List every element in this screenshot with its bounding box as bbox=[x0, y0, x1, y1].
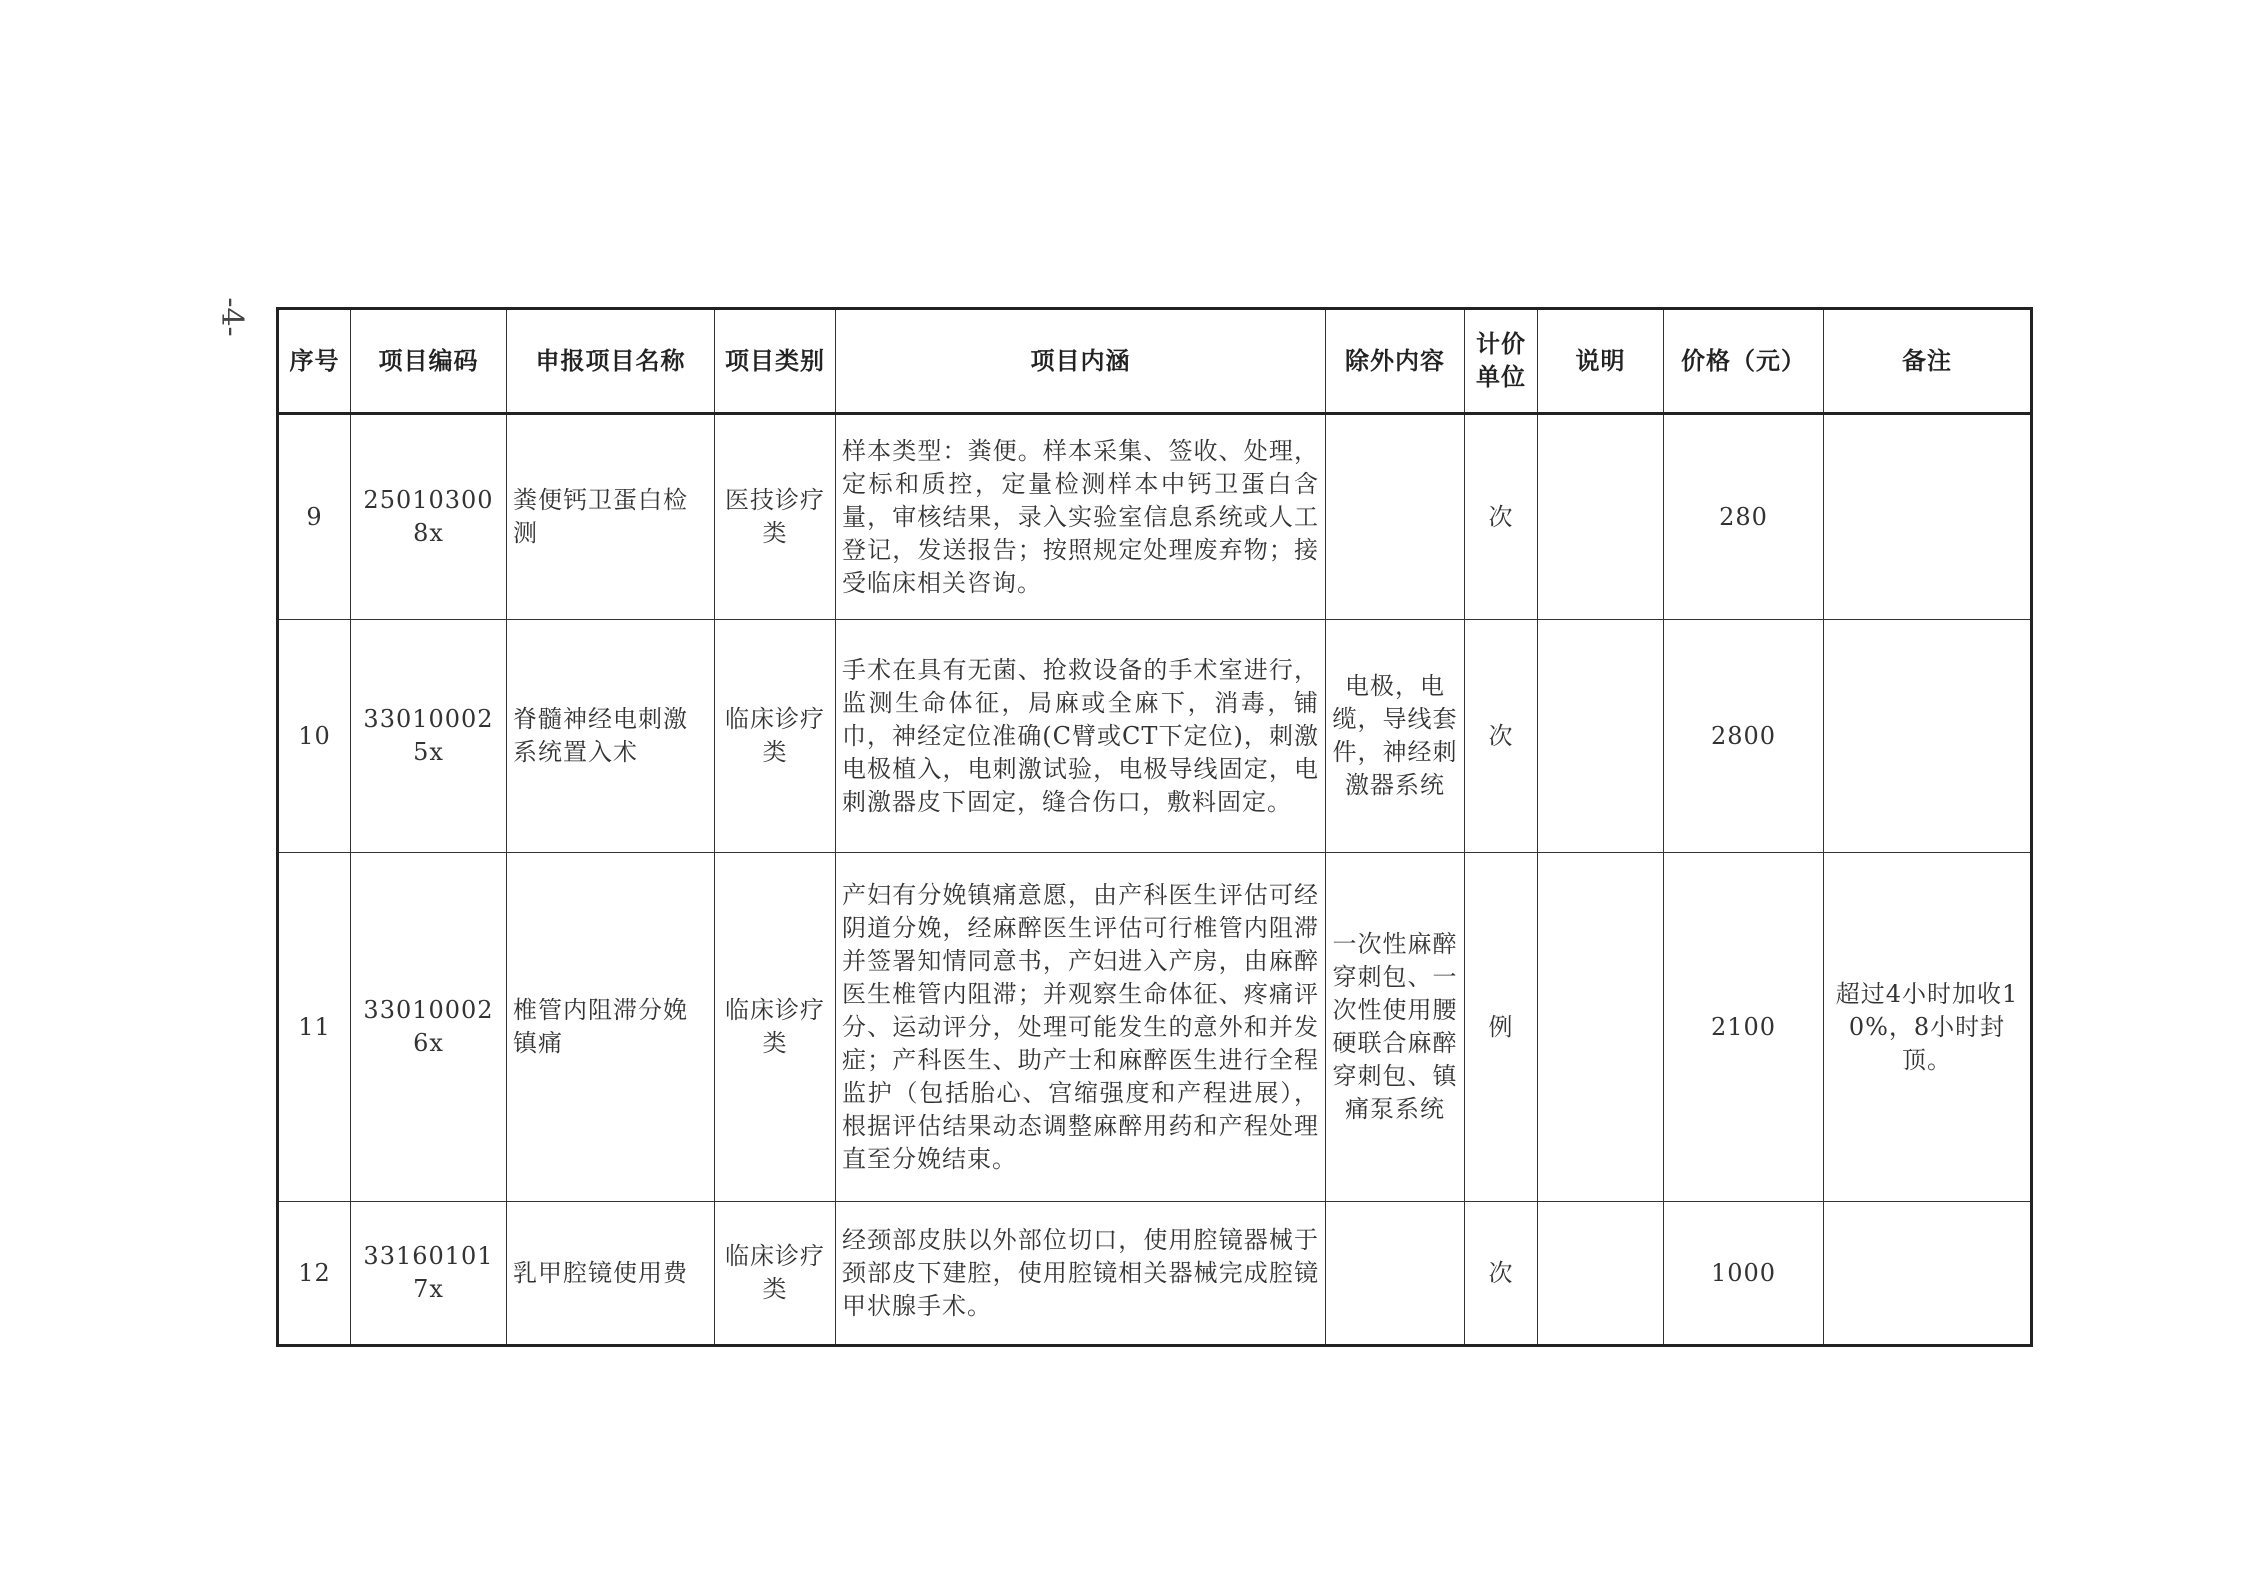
cell-content: 样本类型：粪便。样本采集、签收、处理，定标和质控，定量检测样本中钙卫蛋白含量，审核结果，录入实验室信息系统或人工登记，发送报告；按照规定处理废弃物；接受临床相关咨询。 bbox=[836, 414, 1326, 620]
cell-content: 手术在具有无菌、抢救设备的手术室进行，监测生命体征，局麻或全麻下，消毒，铺巾，神经定位准确(C臂或CT下定位)，刺激电极植入，电刺激试验，电极导线固定，电刺激器皮下固定，缝合伤口，敷料固定。 bbox=[836, 620, 1326, 853]
cell-remarks bbox=[1824, 414, 2032, 620]
cell-seq: 12 bbox=[278, 1202, 351, 1346]
cell-exclusions: 电极，电缆，导线套件，神经刺激器系统 bbox=[1326, 620, 1465, 853]
cell-price: 2100 bbox=[1664, 853, 1824, 1202]
table-row bbox=[278, 853, 2032, 1202]
header-seq: 序号 bbox=[278, 309, 351, 414]
cell-unit: 例 bbox=[1465, 853, 1538, 1202]
header-code: 项目编码 bbox=[351, 309, 507, 414]
cell-category: 医技诊疗类 bbox=[715, 414, 836, 620]
table-row bbox=[278, 414, 2032, 620]
cell-price: 2800 bbox=[1664, 620, 1824, 853]
cell-unit: 次 bbox=[1465, 1202, 1538, 1346]
cell-exclusions bbox=[1326, 1202, 1465, 1346]
cell-exclusions bbox=[1326, 414, 1465, 620]
cell-explanation bbox=[1538, 620, 1664, 853]
cell-name: 脊髓神经电刺激系统置入术 bbox=[507, 620, 715, 853]
cell-code: 331601017x bbox=[351, 1202, 507, 1346]
cell-name: 椎管内阻滞分娩镇痛 bbox=[507, 853, 715, 1202]
cell-seq: 9 bbox=[278, 414, 351, 620]
table-row bbox=[278, 620, 2032, 853]
header-content: 项目内涵 bbox=[836, 309, 1326, 414]
cell-category: 临床诊疗类 bbox=[715, 1202, 836, 1346]
cell-code: 330100026x bbox=[351, 853, 507, 1202]
cell-name: 粪便钙卫蛋白检测 bbox=[507, 414, 715, 620]
header-price: 价格（元） bbox=[1664, 309, 1824, 414]
header-explanation: 说明 bbox=[1538, 309, 1664, 414]
page-number: -4- bbox=[214, 297, 249, 337]
cell-explanation bbox=[1538, 414, 1664, 620]
cell-name: 乳甲腔镜使用费 bbox=[507, 1202, 715, 1346]
cell-unit: 次 bbox=[1465, 414, 1538, 620]
cell-explanation bbox=[1538, 853, 1664, 1202]
cell-unit: 次 bbox=[1465, 620, 1538, 853]
cell-code: 330100025x bbox=[351, 620, 507, 853]
cell-code: 250103008x bbox=[351, 414, 507, 620]
header-unit: 计价单位 bbox=[1465, 309, 1538, 414]
cell-price: 280 bbox=[1664, 414, 1824, 620]
cell-price: 1000 bbox=[1664, 1202, 1824, 1346]
cell-category: 临床诊疗类 bbox=[715, 620, 836, 853]
table-header-row bbox=[278, 309, 2032, 414]
header-exclusions: 除外内容 bbox=[1326, 309, 1465, 414]
header-remarks: 备注 bbox=[1824, 309, 2032, 414]
cell-content: 经颈部皮肤以外部位切口，使用腔镜器械于颈部皮下建腔，使用腔镜相关器械完成腔镜甲状腺手术。 bbox=[836, 1202, 1326, 1346]
medical-fee-table bbox=[276, 307, 2033, 1347]
cell-remarks bbox=[1824, 620, 2032, 853]
header-name: 申报项目名称 bbox=[507, 309, 715, 414]
cell-seq: 11 bbox=[278, 853, 351, 1202]
cell-explanation bbox=[1538, 1202, 1664, 1346]
table-row bbox=[278, 1202, 2032, 1346]
cell-remarks bbox=[1824, 1202, 2032, 1346]
cell-category: 临床诊疗类 bbox=[715, 853, 836, 1202]
cell-content: 产妇有分娩镇痛意愿，由产科医生评估可经阴道分娩，经麻醉医生评估可行椎管内阻滞并签署知情同意书，产妇进入产房，由麻醉医生椎管内阻滞；并观察生命体征、疼痛评分、运动评分，处理可能发生的意外和并发症；产科医生、助产士和麻醉医生进行全程监护（包括胎心、宫缩强度和产程进展），根据评估结果动态调整麻醉用药和产程处理直至分娩结束。 bbox=[836, 853, 1326, 1202]
cell-exclusions: 一次性麻醉穿刺包、一次性使用腰硬联合麻醉穿刺包、镇痛泵系统 bbox=[1326, 853, 1465, 1202]
cell-seq: 10 bbox=[278, 620, 351, 853]
cell-remarks: 超过4小时加收10%，8小时封顶。 bbox=[1824, 853, 2032, 1202]
header-category: 项目类别 bbox=[715, 309, 836, 414]
